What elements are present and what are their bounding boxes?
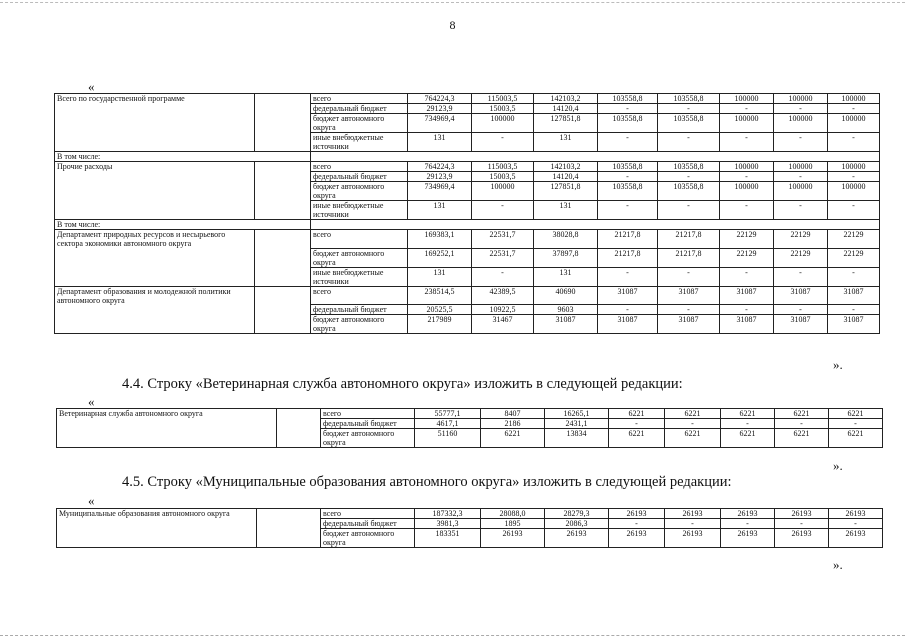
value-cell: 15003,5 [472, 172, 534, 182]
value-cell: 26193 [775, 529, 829, 548]
value-cell: 28279,3 [545, 509, 609, 519]
value-cell: 142103,2 [534, 94, 598, 104]
value-cell: 31087 [720, 286, 774, 305]
value-cell: 103558,8 [598, 94, 658, 104]
row-name-cell: Муниципальные образования автономного округа [57, 509, 257, 519]
value-cell: - [472, 201, 534, 220]
value-cell: 100000 [828, 94, 880, 104]
value-cell: - [665, 519, 721, 529]
value-cell: 6221 [481, 429, 545, 448]
close-quote-1: ». [833, 357, 843, 372]
value-cell: 26193 [721, 509, 775, 519]
value-cell: 31467 [472, 315, 534, 334]
value-cell: - [721, 419, 775, 429]
value-cell: 131 [408, 267, 472, 286]
value-cell: 29123,9 [408, 104, 472, 114]
table-row [55, 305, 880, 315]
value-cell: - [774, 172, 828, 182]
source-cell: иные внебюджетные источники [311, 201, 408, 220]
value-cell: 26193 [665, 529, 721, 548]
source-cell: бюджет автономного округа [311, 114, 408, 133]
value-cell: 31087 [774, 315, 828, 334]
table-row [57, 519, 883, 529]
value-cell: 115003,5 [472, 162, 534, 172]
value-cell: - [775, 419, 829, 429]
value-cell: - [829, 519, 883, 529]
value-cell: 26193 [829, 509, 883, 519]
spacer-cell [255, 172, 311, 182]
scan-edge-bottom [0, 635, 905, 636]
value-cell: 10922,5 [472, 305, 534, 315]
value-cell: 127851,8 [534, 182, 598, 201]
value-cell: 115003,5 [472, 94, 534, 104]
value-cell: 9603 [534, 305, 598, 315]
value-cell: 103558,8 [598, 162, 658, 172]
value-cell: 31087 [828, 315, 880, 334]
value-cell: 169383,1 [408, 230, 472, 249]
value-cell: 103558,8 [598, 182, 658, 201]
source-cell: бюджет автономного округа [311, 315, 408, 334]
source-cell: федеральный бюджет [321, 519, 415, 529]
row-name-cell [57, 519, 257, 529]
municipalities-table [56, 508, 883, 548]
source-cell: федеральный бюджет [311, 104, 408, 114]
value-cell: 21217,8 [658, 248, 720, 267]
value-cell: 131 [408, 201, 472, 220]
section-label: В том числе: [55, 152, 311, 162]
row-name-cell [55, 172, 255, 182]
value-cell: 14120,4 [534, 172, 598, 182]
value-cell: 103558,8 [658, 114, 720, 133]
table-row [55, 267, 880, 286]
value-cell: 100000 [828, 162, 880, 172]
value-cell: - [472, 133, 534, 152]
source-cell: всего [311, 94, 408, 104]
value-cell: 22129 [828, 248, 880, 267]
value-cell: 764224,3 [408, 162, 472, 172]
table-row [57, 509, 883, 519]
row-name-cell [55, 201, 255, 220]
value-cell: - [598, 267, 658, 286]
open-quote-2: « [88, 394, 95, 409]
value-cell: - [598, 201, 658, 220]
value-cell: 31087 [720, 315, 774, 334]
value-cell: 26193 [545, 529, 609, 548]
value-cell: - [828, 201, 880, 220]
table-row [57, 409, 883, 419]
value-cell: 183351 [415, 529, 481, 548]
spacer-cell [255, 182, 311, 201]
value-cell: 6221 [829, 409, 883, 419]
table-row [55, 114, 880, 133]
section-row [55, 152, 880, 162]
open-quote-3: « [88, 493, 95, 508]
table-row [57, 419, 883, 429]
value-cell: 6221 [721, 429, 775, 448]
spacer-cell [277, 409, 321, 419]
heading-4-4: 4.4. Строку «Ветеринарная служба автономного округа» изложить в следующей редакции: [122, 376, 683, 392]
value-cell: 6221 [665, 429, 721, 448]
source-cell: федеральный бюджет [311, 305, 408, 315]
table-row [55, 230, 880, 249]
value-cell: 26193 [609, 529, 665, 548]
row-name-cell [57, 529, 257, 548]
source-cell: бюджет автономного округа [311, 182, 408, 201]
row-name-cell [55, 182, 255, 201]
spacer-cell [255, 162, 311, 172]
table-row [55, 248, 880, 267]
value-cell: 31087 [658, 315, 720, 334]
value-cell: 2186 [481, 419, 545, 429]
table-row [55, 94, 880, 104]
table-row [57, 529, 883, 548]
value-cell: - [774, 133, 828, 152]
value-cell: 22531,7 [472, 230, 534, 249]
veterinary-table [56, 408, 883, 448]
value-cell: - [658, 305, 720, 315]
value-cell: 37897,8 [534, 248, 598, 267]
value-cell: 22531,7 [472, 248, 534, 267]
value-cell: 28088,0 [481, 509, 545, 519]
value-cell: 15003,5 [472, 104, 534, 114]
value-cell: 764224,3 [408, 94, 472, 104]
row-name-cell [55, 133, 255, 152]
value-cell: - [828, 267, 880, 286]
source-cell: всего [321, 509, 415, 519]
row-name-cell [55, 267, 255, 286]
table-row [55, 133, 880, 152]
table-row [55, 182, 880, 201]
close-quote-2: ». [833, 458, 843, 473]
value-cell: 51160 [415, 429, 481, 448]
table-row [55, 286, 880, 305]
value-cell: - [609, 419, 665, 429]
spacer-cell [255, 315, 311, 334]
section-label: В том числе: [55, 220, 311, 230]
value-cell: 6221 [609, 409, 665, 419]
value-cell: - [828, 104, 880, 114]
value-cell: - [720, 133, 774, 152]
spacer-cell [255, 305, 311, 315]
scan-edge-top [0, 2, 905, 3]
value-cell: - [828, 172, 880, 182]
row-name-cell [55, 248, 255, 267]
value-cell: 38028,8 [534, 230, 598, 249]
value-cell: 31087 [598, 286, 658, 305]
row-name-cell: Департамент образования и молодежной политики автономного округа [55, 286, 255, 305]
value-cell: 100000 [720, 182, 774, 201]
value-cell: 100000 [472, 114, 534, 133]
page-number: 8 [449, 18, 456, 32]
value-cell: 131 [534, 201, 598, 220]
spacer-cell [257, 519, 321, 529]
value-cell: 734969,4 [408, 114, 472, 133]
row-name-cell: Прочие расходы [55, 162, 255, 172]
value-cell: - [720, 201, 774, 220]
table-row [55, 201, 880, 220]
value-cell: 103558,8 [658, 182, 720, 201]
value-cell: 103558,8 [658, 162, 720, 172]
value-cell: 8407 [481, 409, 545, 419]
value-cell: - [774, 267, 828, 286]
value-cell: 100000 [720, 114, 774, 133]
source-cell: иные внебюджетные источники [311, 133, 408, 152]
value-cell: 26193 [775, 509, 829, 519]
section-filler [311, 220, 880, 230]
value-cell: 100000 [720, 162, 774, 172]
row-name-cell [55, 104, 255, 114]
value-cell: 26193 [829, 529, 883, 548]
value-cell: 4617,1 [415, 419, 481, 429]
table-row [55, 162, 880, 172]
value-cell: - [609, 519, 665, 529]
spacer-cell [255, 201, 311, 220]
value-cell: - [658, 267, 720, 286]
value-cell: 22129 [720, 248, 774, 267]
value-cell: 6221 [775, 429, 829, 448]
spacer-cell [255, 94, 311, 104]
value-cell: 22129 [720, 230, 774, 249]
value-cell: - [720, 172, 774, 182]
row-name-cell: Всего по государственной программе [55, 94, 255, 104]
value-cell: 131 [534, 133, 598, 152]
value-cell: - [598, 133, 658, 152]
value-cell: - [598, 172, 658, 182]
source-cell: бюджет автономного округа [321, 429, 415, 448]
value-cell: 29123,9 [408, 172, 472, 182]
section-row [55, 220, 880, 230]
value-cell: - [472, 267, 534, 286]
value-cell: 103558,8 [658, 94, 720, 104]
value-cell: 217989 [408, 315, 472, 334]
value-cell: 131 [408, 133, 472, 152]
value-cell: 31087 [828, 286, 880, 305]
value-cell: 26193 [665, 509, 721, 519]
spacer-cell [255, 286, 311, 305]
value-cell: 21217,8 [598, 230, 658, 249]
spacer-cell [255, 104, 311, 114]
spacer-cell [255, 248, 311, 267]
row-name-cell [57, 429, 277, 448]
open-quote-1: « [88, 79, 95, 94]
value-cell: 6221 [609, 429, 665, 448]
value-cell: 22129 [774, 248, 828, 267]
value-cell: 6221 [721, 409, 775, 419]
value-cell: - [658, 172, 720, 182]
value-cell: 100000 [774, 94, 828, 104]
row-name-cell [57, 419, 277, 429]
value-cell: - [598, 305, 658, 315]
value-cell: - [828, 305, 880, 315]
value-cell: 127851,8 [534, 114, 598, 133]
value-cell: 26193 [721, 529, 775, 548]
value-cell: 131 [534, 267, 598, 286]
table-row [55, 104, 880, 114]
value-cell: - [774, 104, 828, 114]
heading-4-5: 4.5. Строку «Муниципальные образования автономного округа» изложить в следующей редакции: [122, 474, 732, 490]
value-cell: 734969,4 [408, 182, 472, 201]
value-cell: 31087 [534, 315, 598, 334]
table-row [55, 172, 880, 182]
spacer-cell [255, 267, 311, 286]
value-cell: 100000 [828, 114, 880, 133]
value-cell: 100000 [774, 162, 828, 172]
program-funding-table [54, 93, 880, 334]
value-cell: 16265,1 [545, 409, 609, 419]
source-cell: бюджет автономного округа [321, 529, 415, 548]
value-cell: 100000 [774, 182, 828, 201]
spacer-cell [257, 509, 321, 519]
value-cell: - [829, 419, 883, 429]
table-row [55, 315, 880, 334]
value-cell: 14120,4 [534, 104, 598, 114]
source-cell: всего [311, 286, 408, 305]
source-cell: всего [311, 162, 408, 172]
value-cell: 31087 [774, 286, 828, 305]
value-cell: 21217,8 [658, 230, 720, 249]
spacer-cell [255, 114, 311, 133]
spacer-cell [255, 133, 311, 152]
value-cell: - [774, 305, 828, 315]
value-cell: 100000 [774, 114, 828, 133]
value-cell: - [720, 267, 774, 286]
value-cell: 6221 [775, 409, 829, 419]
value-cell: 40690 [534, 286, 598, 305]
value-cell: 26193 [481, 529, 545, 548]
spacer-cell [257, 529, 321, 548]
table-row [57, 429, 883, 448]
spacer-cell [255, 230, 311, 249]
value-cell: 2086,3 [545, 519, 609, 529]
source-cell: бюджет автономного округа [311, 248, 408, 267]
value-cell: - [658, 201, 720, 220]
value-cell: - [828, 133, 880, 152]
value-cell: 1895 [481, 519, 545, 529]
value-cell: 6221 [665, 409, 721, 419]
value-cell: - [598, 104, 658, 114]
value-cell: 187332,3 [415, 509, 481, 519]
value-cell: 31087 [658, 286, 720, 305]
value-cell: - [658, 133, 720, 152]
value-cell: 26193 [609, 509, 665, 519]
value-cell: 31087 [598, 315, 658, 334]
value-cell: 22129 [828, 230, 880, 249]
value-cell: 20525,5 [408, 305, 472, 315]
value-cell: 103558,8 [598, 114, 658, 133]
value-cell: - [720, 104, 774, 114]
spacer-cell [277, 419, 321, 429]
row-name-cell [55, 305, 255, 315]
row-name-cell: Ветеринарная служба автономного округа [57, 409, 277, 419]
value-cell: 2431,1 [545, 419, 609, 429]
value-cell: - [665, 419, 721, 429]
row-name-cell [55, 114, 255, 133]
value-cell: 100000 [828, 182, 880, 201]
value-cell: - [658, 104, 720, 114]
value-cell: - [775, 519, 829, 529]
value-cell: - [721, 519, 775, 529]
value-cell: 42389,5 [472, 286, 534, 305]
value-cell: 21217,8 [598, 248, 658, 267]
value-cell: 13834 [545, 429, 609, 448]
value-cell: - [774, 201, 828, 220]
spacer-cell [277, 429, 321, 448]
value-cell: 100000 [720, 94, 774, 104]
value-cell: 238514,5 [408, 286, 472, 305]
row-name-cell [55, 315, 255, 334]
source-cell: всего [311, 230, 408, 249]
value-cell: 55777,1 [415, 409, 481, 419]
source-cell: федеральный бюджет [321, 419, 415, 429]
value-cell: 6221 [829, 429, 883, 448]
value-cell: 100000 [472, 182, 534, 201]
value-cell: 142103,2 [534, 162, 598, 172]
source-cell: иные внебюджетные источники [311, 267, 408, 286]
value-cell: - [720, 305, 774, 315]
section-filler [311, 152, 880, 162]
value-cell: 3981,3 [415, 519, 481, 529]
source-cell: федеральный бюджет [311, 172, 408, 182]
value-cell: 169252,1 [408, 248, 472, 267]
row-name-cell: Департамент природных ресурсов и несырьевого сектора экономики автономного округа [55, 230, 255, 249]
source-cell: всего [321, 409, 415, 419]
close-quote-3: ». [833, 557, 843, 572]
value-cell: 22129 [774, 230, 828, 249]
